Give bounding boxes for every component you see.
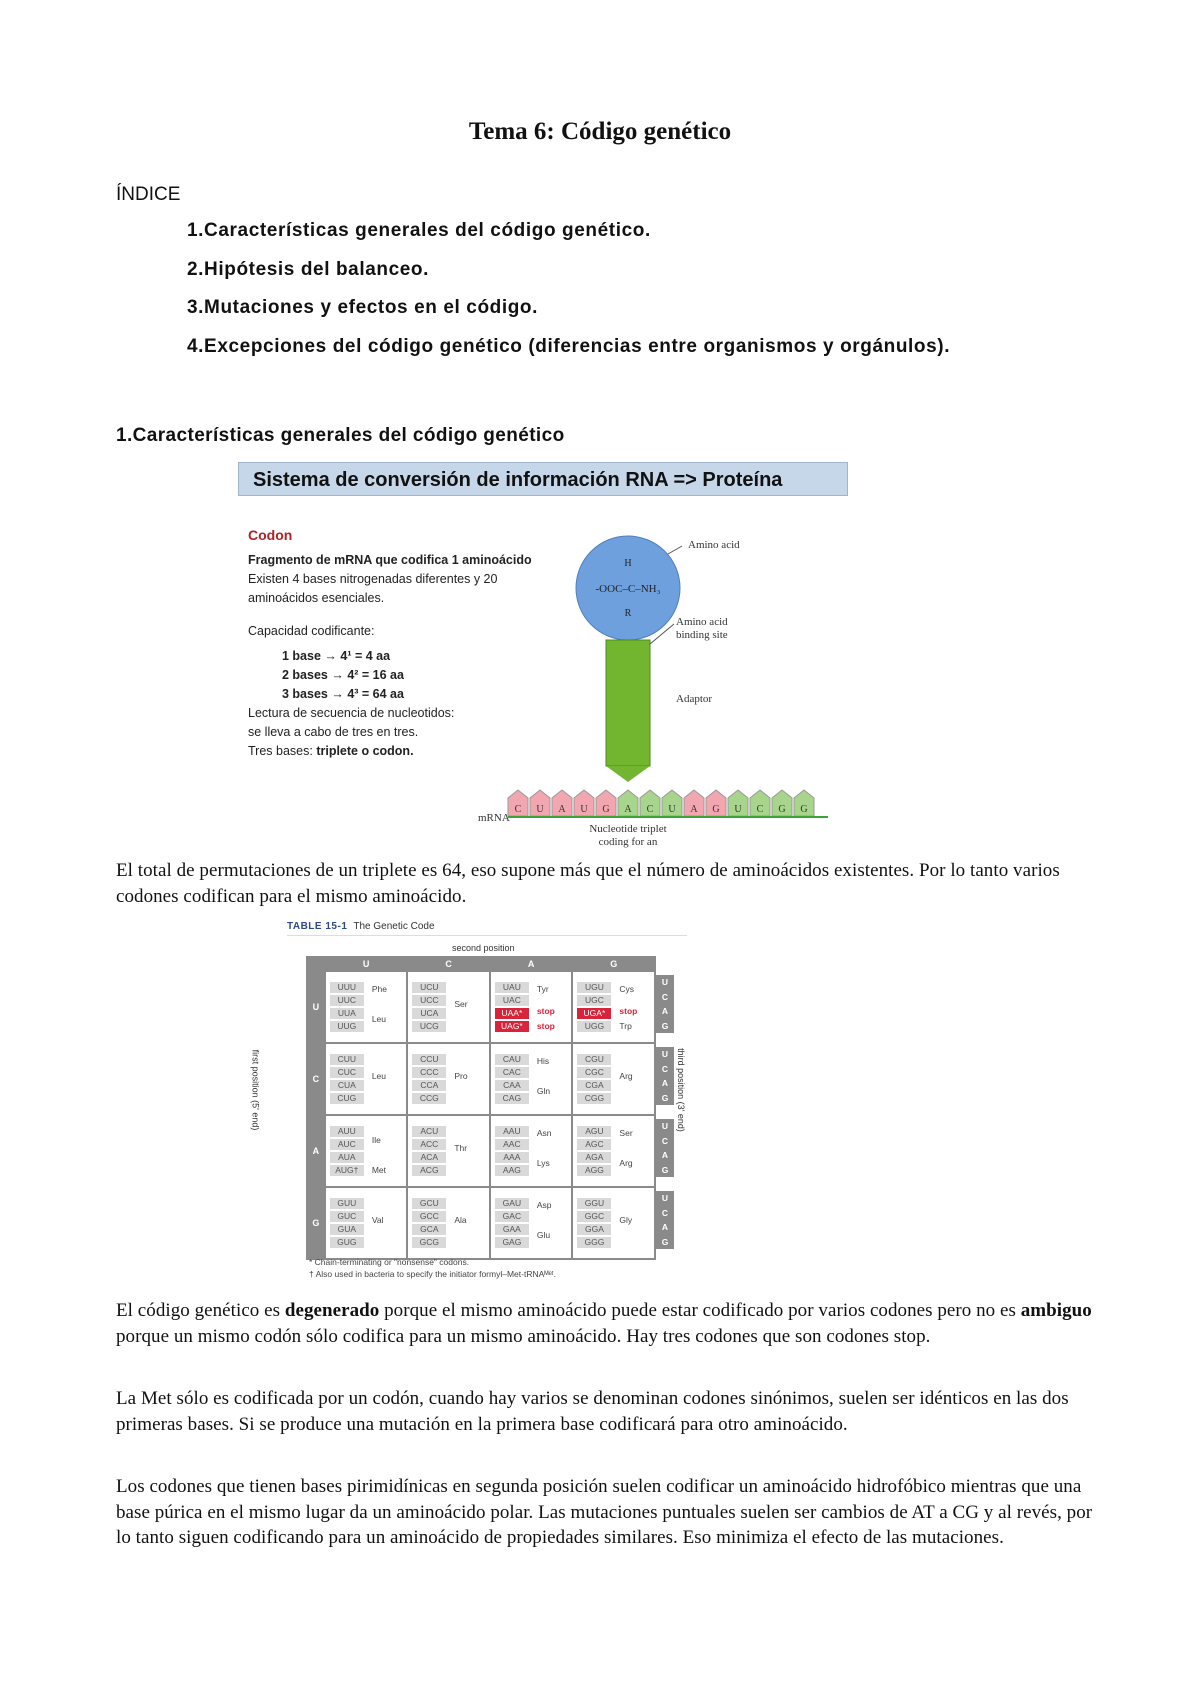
table-label: TABLE 15-1 [287, 921, 348, 932]
third-base-letter: U [661, 1193, 669, 1203]
codon-grid [306, 956, 656, 1260]
p2-text-2: porque el mismo aminoácido puede estar codificado por varios codones pero no es [379, 1300, 1021, 1321]
third-base-column [656, 975, 674, 1033]
third-base-letter: U [661, 1121, 669, 1131]
amino-acid-label: Met [371, 1165, 386, 1175]
codon: CUG [330, 1093, 364, 1104]
codon: GGA [577, 1224, 611, 1235]
codon-cell [490, 1187, 573, 1259]
codon: CUC [330, 1067, 364, 1078]
amino-acid-label: Cys [619, 983, 635, 994]
codon-desc-1: Fragmento de mRNA que codifica 1 aminoácido [248, 553, 532, 567]
formula-top: H [624, 558, 632, 569]
nucleotide-letter: C [756, 804, 764, 815]
first-base-label: G [307, 1187, 325, 1259]
nucleotide-letter: U [668, 804, 676, 815]
codon: UCG [412, 1021, 446, 1032]
paragraph-pyrimidine: Los codones que tienen bases pirimidínicas en segunda posición suelen codificar un aminoácido hidrofóbico mientras que una base púrica en el mismo lugar da un aminoácido polar. Las mutaciones puntuales suelen ser cambios de AT a CG y al revés, por lo tanto siguen codificando para un aminoácido de propiedades similares. Eso minimiza el efecto de las mutaciones. [116, 1476, 1093, 1548]
codon: UCU [412, 982, 446, 993]
third-base-letter: G [661, 1236, 669, 1247]
third-position-label: third position (3' end) [675, 1048, 686, 1132]
nucleotide-letter: G [800, 804, 808, 815]
footnote-2: † Also used in bacteria to specify the initiator formyl–Met-tRNAᴹᵉᵗ. [309, 1269, 556, 1279]
amino-acid-label: Pro [454, 1070, 468, 1081]
codon-desc-2: Existen 4 bases nitrogenadas diferentes y 20 aminoácidos esenciales. [248, 572, 498, 605]
mrna-label: mRNA [478, 812, 510, 824]
table-title: The Genetic Code [353, 921, 435, 932]
amino-acid-label: Phe [371, 983, 387, 994]
codon: AGG [577, 1165, 611, 1176]
p2-bold-degenerado: degenerado [284, 1300, 380, 1321]
amino-acid-label: Arg [619, 1070, 633, 1081]
codon: GGC [577, 1211, 611, 1222]
footnote-1: * Chain-terminating or "nonsense" codons. [309, 1257, 470, 1267]
codon-cell [490, 1043, 573, 1115]
index-item: 2.Hipótesis del balanceo. [187, 258, 430, 280]
nucleotide-letter: A [690, 804, 698, 815]
codon: GCA [412, 1224, 446, 1235]
third-base-letter: U [661, 1049, 669, 1059]
third-base-column [656, 1191, 674, 1249]
amino-acid-label: Ile [371, 1135, 381, 1145]
third-base-letter: G [661, 1020, 669, 1031]
codon: ACG [412, 1165, 446, 1176]
codon-cell [407, 971, 490, 1043]
codon: CCC [412, 1067, 446, 1078]
amino-acid-label: Tyr [536, 983, 549, 994]
amino-acid-label: Glu [536, 1229, 551, 1240]
codon: AUC [330, 1139, 364, 1150]
nucleotide-letter: A [558, 804, 566, 815]
capacity-row: 2 bases → 4² = 16 aa [282, 668, 404, 682]
nucleotide-letter: G [602, 804, 610, 815]
first-base-label: A [307, 1115, 325, 1187]
capacity-heading: Capacidad codificante: [248, 624, 375, 638]
codon-cell [572, 1187, 655, 1259]
amino-acid-label: Asp [536, 1199, 552, 1210]
amino-acid-label: Leu [371, 1070, 387, 1081]
codon: AAC [495, 1139, 529, 1150]
codon-description [248, 526, 548, 761]
codon-cell [325, 1187, 408, 1259]
index-list [187, 220, 950, 374]
amino-acid-label: His [536, 1055, 550, 1066]
codon-cell [325, 1043, 408, 1115]
codon: GCC [412, 1211, 446, 1222]
nucleotide-letter: G [712, 804, 720, 815]
codon: AGC [577, 1139, 611, 1150]
mrna-strand [508, 790, 814, 816]
codon: UAG* [495, 1021, 529, 1032]
codon: CGG [577, 1093, 611, 1104]
codon: CAG [495, 1093, 529, 1104]
p2-text-1: El código genético es [116, 1300, 285, 1321]
codon-cell [407, 1043, 490, 1115]
codon: GUU [330, 1198, 364, 1209]
codon: GAU [495, 1198, 529, 1209]
codon: UCC [412, 995, 446, 1006]
codon-cell [572, 1115, 655, 1187]
codon: UUC [330, 995, 364, 1006]
codon: ACC [412, 1139, 446, 1150]
codon: UUG [330, 1021, 364, 1032]
second-base-header: A [490, 957, 573, 971]
codon-heading: Codon [248, 527, 293, 543]
nucleotide-letter: A [624, 804, 632, 815]
adaptor-stem [606, 640, 650, 766]
paragraph-degenerate [116, 1298, 1106, 1349]
codon: CGU [577, 1054, 611, 1065]
amino-acid-label: Arg [619, 1157, 633, 1168]
second-position-label: second position [452, 943, 515, 953]
reading-line-1: Lectura de secuencia de nucleotidos: [248, 706, 455, 720]
amino-acid-label: Trp [619, 1021, 632, 1031]
nucleotide-letter: U [536, 804, 544, 815]
codon: CUU [330, 1054, 364, 1065]
third-base-letter: A [661, 1150, 669, 1160]
capacity-row: 3 bases → 4³ = 64 aa [282, 687, 404, 701]
codon: AGA [577, 1152, 611, 1163]
codon: AAU [495, 1126, 529, 1137]
codon: UGU [577, 982, 611, 993]
codon: GUG [330, 1237, 364, 1248]
codon: AUA [330, 1152, 364, 1163]
codon: CGC [577, 1067, 611, 1078]
codon: UAA* [495, 1008, 529, 1019]
page-title: Tema 6: Código genético [468, 118, 732, 145]
third-base-letter: G [661, 1092, 669, 1103]
figure-banner: Sistema de conversión de información RNA => Proteína [238, 462, 848, 496]
codon: UUA [330, 1008, 364, 1019]
formula-bottom: R [624, 608, 632, 619]
formula-mid: -OOC–C–NH₃ [595, 583, 661, 595]
codon-cell [572, 971, 655, 1043]
codon-cell [572, 1043, 655, 1115]
third-base-column [656, 1047, 674, 1105]
codon: GGU [577, 1198, 611, 1209]
codon: UGG [577, 1021, 611, 1032]
codon: AAA [495, 1152, 529, 1163]
codon: GGG [577, 1237, 611, 1248]
amino-acid-label: Ser [454, 998, 468, 1009]
paragraph-met: La Met sólo es codificada por un codón, cuando hay varios se denominan codones sinónimos, suelen ser idénticos en las dos primeras bases. Si se produce una mutación en la primera base codificará para otro aminoácido. [116, 1388, 1069, 1435]
codon-cell [490, 1115, 573, 1187]
codon: GAA [495, 1224, 529, 1235]
reading-line-3 [248, 742, 548, 761]
triplet-label: Nucleotide triplet coding for an [589, 823, 667, 848]
second-base-header: C [407, 957, 490, 971]
codon: CAU [495, 1054, 529, 1065]
third-base-letter: A [661, 1222, 669, 1232]
amino-acid-label: Ala [454, 1214, 467, 1225]
codon: AUU [330, 1126, 364, 1137]
third-base-letter: A [661, 1078, 669, 1088]
amino-acid-label: Asn [536, 1127, 552, 1138]
adaptor-label: Adaptor [676, 693, 713, 705]
index-item: 1.Características generales del código genético. [187, 220, 651, 241]
stop-label: stop [536, 1021, 555, 1031]
nucleotide-letter: C [514, 804, 522, 815]
amino-acid-label: Gly [619, 1214, 633, 1225]
grid-corner [307, 957, 325, 971]
codon: CCA [412, 1080, 446, 1091]
codon: CCU [412, 1054, 446, 1065]
codon: GCG [412, 1237, 446, 1248]
third-base-letter: A [661, 1006, 669, 1016]
adaptor-tip [606, 766, 650, 782]
codon: CAC [495, 1067, 529, 1078]
index-item: 3.Mutaciones y efectos en el código. [187, 297, 539, 318]
codon: CUA [330, 1080, 364, 1091]
p2-bold-ambiguo: ambiguo [1020, 1300, 1092, 1321]
index-heading: ÍNDICE [116, 184, 181, 205]
index-item: 4.Excepciones del código genético (diferencias entre organismos y orgánulos). [187, 335, 951, 357]
codon: UGA* [577, 1008, 611, 1019]
second-base-header: G [572, 957, 655, 971]
third-base-letter: C [661, 1135, 669, 1146]
amino-acid-label: Val [371, 1214, 384, 1225]
caption-rule [287, 935, 687, 936]
first-position-label: first position (5' end) [250, 1049, 261, 1131]
codon: CCG [412, 1093, 446, 1104]
codon-cell [325, 1115, 408, 1187]
codon: AAG [495, 1165, 529, 1176]
third-base-letter: U [661, 977, 669, 987]
third-base-letter: C [661, 991, 669, 1002]
third-base-letter: C [661, 1063, 669, 1074]
second-base-header: U [325, 957, 408, 971]
amino-acid-label: Gln [536, 1085, 551, 1096]
stop-label: stop [536, 1006, 555, 1016]
codon-cell [407, 1187, 490, 1259]
trna-diagram [478, 532, 858, 848]
capacity-row: 1 base → 4¹ = 4 aa [282, 649, 391, 663]
third-base-letter: C [661, 1207, 669, 1218]
codon-cell [407, 1115, 490, 1187]
amino-acid-label: Ser [619, 1127, 633, 1138]
codon-cell [325, 971, 408, 1043]
codon: UAC [495, 995, 529, 1006]
codon: UGC [577, 995, 611, 1006]
nucleotide-letter: U [734, 804, 742, 815]
codon-cell [490, 971, 573, 1043]
p2-text-3: porque un mismo codón sólo codifica para un mismo aminoácido. Hay tres codones que son codones stop. [116, 1325, 931, 1347]
codon: UUU [330, 982, 364, 993]
third-base-column [656, 1119, 674, 1177]
first-base-label: U [307, 971, 325, 1043]
reading-prefix: Tres bases: [248, 744, 317, 758]
genetic-code-table [250, 915, 723, 1285]
codon: GUA [330, 1224, 364, 1235]
amino-acid-label: Lys [536, 1157, 550, 1168]
codon: GAG [495, 1237, 529, 1248]
codon: UAU [495, 982, 529, 993]
codon: UCA [412, 1008, 446, 1019]
first-base-label: C [307, 1043, 325, 1115]
stop-label: stop [619, 1006, 638, 1016]
nucleotide-letter: U [580, 804, 588, 815]
codon: GUC [330, 1211, 364, 1222]
nucleotide-letter: C [646, 804, 654, 815]
amino-acid-label: Thr [454, 1142, 468, 1153]
amino-acid-label: Amino acid [688, 539, 740, 551]
paragraph-permutations: El total de permutaciones de un triplete es 64, eso supone más que el número de aminoácidos existentes. Por lo tanto varios codones codifican para el mismo aminoácido. [116, 860, 1060, 907]
binding-site-label: Amino acid binding site [676, 616, 728, 641]
codon: AUG† [330, 1165, 364, 1176]
reading-bold: triplete o codon. [316, 744, 414, 758]
third-base-letter: G [661, 1164, 669, 1175]
codon: CAA [495, 1080, 529, 1091]
codon: GCU [412, 1198, 446, 1209]
codon: AGU [577, 1126, 611, 1137]
table-caption [287, 921, 435, 932]
codon: ACU [412, 1126, 446, 1137]
codon: CGA [577, 1080, 611, 1091]
amino-acid-label: Leu [371, 1013, 387, 1024]
codon: ACA [412, 1152, 446, 1163]
nucleotide-letter: G [778, 804, 786, 815]
codon-figure [238, 462, 852, 848]
section-heading: 1.Características generales del código genético [116, 425, 565, 446]
codon: GAC [495, 1211, 529, 1222]
reading-line-2: se lleva a cabo de tres en tres. [248, 725, 419, 739]
amino-acid-pointer [668, 546, 682, 554]
